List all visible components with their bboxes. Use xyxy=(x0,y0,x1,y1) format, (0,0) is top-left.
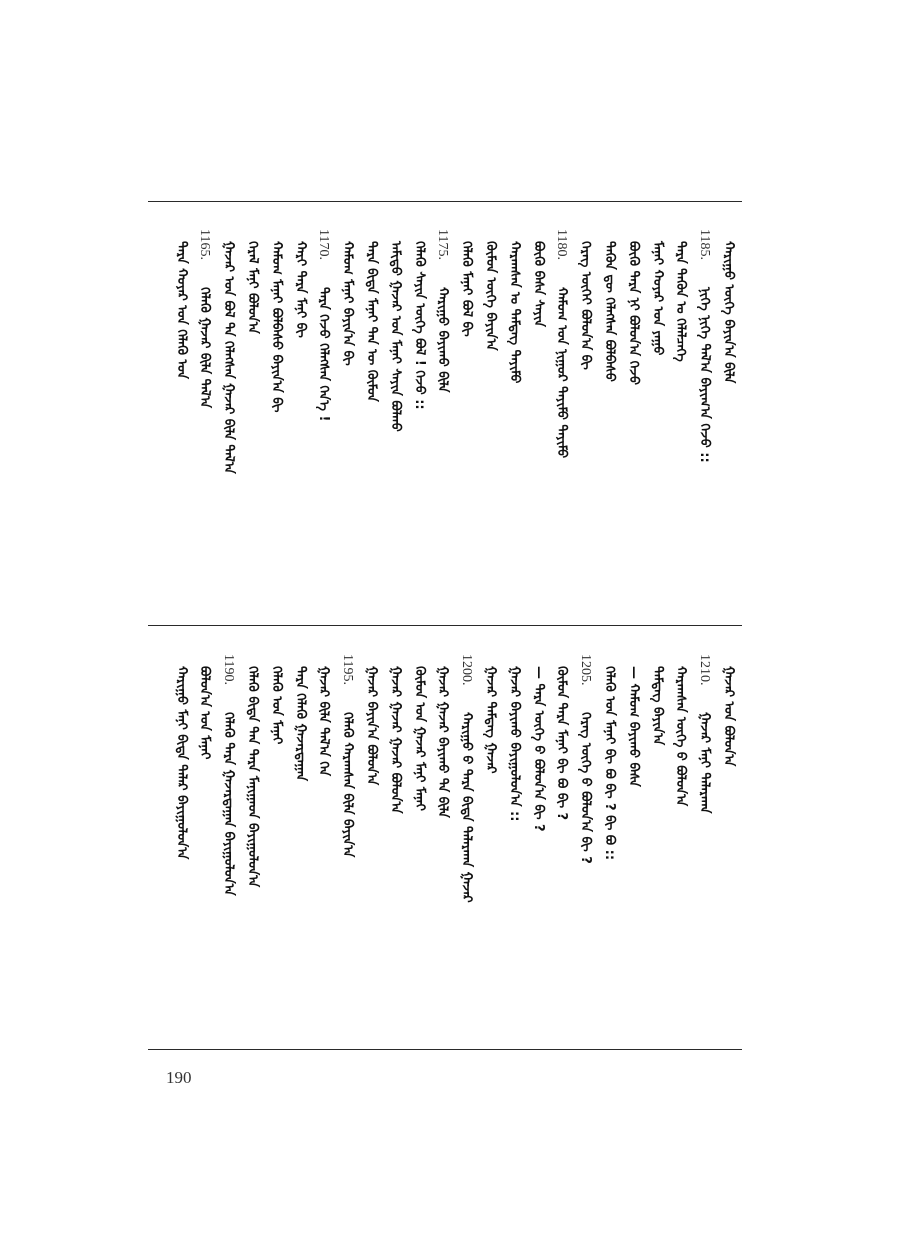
verse-column xyxy=(647,235,667,615)
verse-column xyxy=(385,235,405,615)
verse-line-text: ᠭᠠᠵᠠᠷ ᠲᠡᠮᠳᠡᠭ ᠭᠠᠵᠠᠷ xyxy=(483,666,498,774)
verse-column xyxy=(409,235,429,615)
verse-column xyxy=(242,235,262,615)
verse-line-text: ᠬᠠᠷᠢᠭᠤ ᠮᠠᠨᠢ ᠪᠢᠳᠡ ᠲᠠᠯᠠᠷ ᠪᠠᠶᠢᠭᠤᠯᠤᠨ᠎ᠠ xyxy=(174,666,189,860)
verse-line-text: ᠭᠠᠵᠠᠷ ᠤᠨ ᠪᠣᠯ ᠲᠡ ᠬᠡᠯᠡᠭᠰᠡᠨ ᠭᠠᠵᠠᠷ ᠪᠢᠯᠡ ᠲᠠᠯ᠎ᠠ xyxy=(221,241,236,474)
verse-line-text: ᠮᠠᠨᠠᠢ ᠬᠣᠶᠠᠷ ᠤᠨ ᠶᠠᠭᠤ xyxy=(650,241,665,356)
bottom-verse-block xyxy=(150,654,740,1040)
verse-column xyxy=(361,235,381,615)
verse-line-text: ᠬᠦᠮᠦᠨ ᠦᠭᠡ ᠪᠠᠶᠢᠨ᠎ᠠ xyxy=(483,241,498,351)
verse-line-text: ᠬᠡᠯᠡᠬᠦ ᠲᠡᠷᠡ ᠭᠠᠵᠠᠷᠲᠠᠭᠠᠨ ᠪᠠᠶᠢᠭᠤᠯᠤᠨ᠎ᠠ xyxy=(221,712,236,896)
verse-column xyxy=(266,660,286,1040)
verse-column xyxy=(337,235,357,615)
verse-column xyxy=(504,660,524,1040)
line-number: 1180. xyxy=(554,229,569,260)
verse-column xyxy=(528,660,548,1040)
verse-line-text: ᠲᠡᠷᠡ ᠬᠣᠶᠠᠷ ᠤᠨ ᠬᠡᠯᠡᠬᠦ ᠤᠨ xyxy=(174,241,189,379)
verse-column xyxy=(218,654,238,1040)
verse-column xyxy=(504,235,524,615)
verse-line-text: ᠲᠡᠮᠳᠡᠭ ᠪᠠᠶᠢᠨ᠎ᠠ xyxy=(650,666,665,746)
verse-line-text: ᠲᠡᠭᠦᠨ ᠳᠦ ᠬᠡᠯᠡᠭᠰᠡᠨ ᠪᠣᠯᠪᠠᠰᠤ xyxy=(602,241,617,382)
line-number: 1210. xyxy=(697,654,712,686)
verse-line-text: ᠲᠡᠷᠡ ᠬᠡᠯᠡᠬᠦ ᠭᠠᠵᠠᠷᠲᠠᠭᠠᠨ xyxy=(293,666,308,781)
line-number: 1205. xyxy=(578,654,593,686)
verse-column xyxy=(599,235,619,615)
verse-column xyxy=(242,660,262,1040)
verse-line-text: ᠲᠡᠷᠡ ᠭᠡᠵᠦ ᠬᠡᠯᠡᠭᠰᠡᠨ ᠭᠡᠨ᠎ᠡ ! xyxy=(316,287,331,422)
verse-column xyxy=(432,229,452,615)
line-number: 1165. xyxy=(197,229,212,260)
verse-column xyxy=(361,660,381,1040)
middle-rule xyxy=(148,625,742,626)
verse-column xyxy=(313,660,333,1040)
verse-column xyxy=(623,660,643,1040)
verse-line-text: ᠬᠡᠷᠡᠭ ᠦᠭᠡ ᠪ ᠪᠣᠯᠤᠨ᠎ᠠ ᠪᠢ ? xyxy=(578,712,593,864)
verse-line-text: ᠭᠠᠵᠠᠷ ᠤᠨ ᠪᠣᠯᠤᠨ᠎ᠠ xyxy=(721,666,736,767)
verse-column xyxy=(409,660,429,1040)
verse-line-text: ᠲᠡᠷᠡ ᠲᠡᠭᠦᠨ ᠤ ᠬᠡᠯᠡᠯᠴᠡᠭᠡ xyxy=(673,241,688,362)
verse-column xyxy=(218,235,238,615)
page-number: 190 xyxy=(166,1068,192,1087)
top-rule xyxy=(148,201,742,202)
verse-line-text: ᠪᠦᠬᠦ ᠲᠡᠷᠡ ᠨᠢ ᠪᠣᠯᠤᠨ᠎ᠠ ᠭᠡᠵᠦ xyxy=(626,241,641,386)
line-number: 1185. xyxy=(697,229,712,260)
verse-column xyxy=(385,660,405,1040)
verse-line-text: ᠪᠦᠬᠦ ᠪᠠᠰᠠ ᠰᠠᠶᠢᠨ xyxy=(531,241,546,327)
verse-column xyxy=(456,235,476,615)
verse-column xyxy=(670,660,690,1040)
verse-column xyxy=(551,229,571,615)
footer-rule xyxy=(148,1049,742,1050)
verse-line-text: ᠬᠦᠮᠦᠨ ᠤᠨ ᠭᠠᠵᠠᠷ ᠮᠠᠨᠢ ᠮᠠᠨᠠᠢ xyxy=(412,666,427,811)
verse-column xyxy=(623,235,643,615)
verse-column xyxy=(194,660,214,1040)
verse-line-text: ᠬᠦᠮᠦᠨ ᠲᠡᠷᠡ ᠮᠠᠨᠠᠢ ᠪᠢ ᠪᠣ ᠪᠢ ? xyxy=(554,666,569,821)
verse-column xyxy=(718,660,738,1040)
verse-column xyxy=(456,654,476,1040)
verse-column xyxy=(599,660,619,1040)
verse-line-text: ᠪᠣᠯᠤᠨ᠎ᠠ ᠤᠨ ᠮᠠᠨᠠᠢ xyxy=(197,666,212,760)
verse-column xyxy=(528,235,548,615)
verse-line-text: ᠬᠠᠮᠤᠭ ᠮᠠᠨᠠᠢ ᠪᠣᠯᠪᠠᠰᠤ ᠪᠠᠶᠢᠨ᠎ᠠ ᠪᠢ xyxy=(269,241,284,413)
verse-column xyxy=(670,235,690,615)
line-number: 1200. xyxy=(459,654,474,686)
verse-column xyxy=(480,660,500,1040)
verse-line-text: ᠬᠡᠯᠡᠬᠦ ᠰᠠᠶᠢᠨ ᠦᠭᠡ ᠪᠣᠯ ! ᠭᠡᠵᠦ :: xyxy=(412,241,427,410)
verse-line-text: ᠭᠠᠵᠠᠷ ᠪᠢᠯᠡ ᠲᠠᠯ᠎ᠠ ᠭᠡᠨ xyxy=(316,666,331,777)
verse-line-text: — ᠲᠡᠷᠡ ᠦᠭᠡ ᠪ ᠪᠣᠯᠤᠨ᠎ᠠ ᠪᠢ ? xyxy=(531,666,546,832)
verse-column xyxy=(171,660,191,1040)
verse-column xyxy=(480,235,500,615)
verse-line-text: ᠭᠠᠵᠠᠷ ᠭᠠᠵᠠᠷ ᠭᠠᠵᠠᠷ ᠪᠣᠯᠤᠨ᠎ᠠ xyxy=(388,666,403,814)
verse-column xyxy=(694,654,714,1040)
verse-line-text: ᠭᠠᠵᠠᠷ ᠪᠠᠶᠢᠨ᠎ᠠ ᠪᠣᠯᠤᠨ᠎ᠠ xyxy=(364,666,379,786)
line-number: 1170. xyxy=(316,229,331,260)
line-number: 1195. xyxy=(340,654,355,685)
verse-line-text: ᠬᠠᠷᠢ ᠲᠡᠷᠡ ᠮᠠᠨᠢ ᠪᠢ xyxy=(293,241,308,338)
top-verse-block xyxy=(150,229,740,615)
verse-line-text: ᠭᠠᠵᠠᠷ ᠮᠠᠨᠢ ᠲᠠᠯᠠᠷᠬᠠᠨ xyxy=(697,712,712,814)
verse-column xyxy=(551,660,571,1040)
verse-line-text: ᠲᠡᠷᠡ ᠪᠢᠳᠡ ᠮᠠᠨᠠᠢ ᠲᠠᠨ ᠦ ᠬᠦᠮᠦᠨ xyxy=(364,241,379,402)
verse-column xyxy=(194,229,214,615)
verse-line-text: ᠬᠡᠯᠡᠬᠦ ᠤᠨ ᠮᠠᠨᠠᠢ ᠪᠢ ᠪᠣ ᠪᠢ ? ᠪᠢ ᠪᠣ :: xyxy=(602,666,617,861)
verse-column xyxy=(313,229,333,615)
verse-column xyxy=(290,235,310,615)
verse-line-text: — ᠬᠠᠮᠤᠭ ᠪᠠᠶᠢᠬᠤ ᠪᠠᠰᠠ xyxy=(626,666,641,787)
verse-line-text: ᠬᠡᠯᠡᠬᠦ ᠪᠢᠳᠡ ᠲᠠᠨ ᠲᠡᠷᠡ ᠮᠠᠨᠢᠭᠠᠳ ᠪᠠᠶᠢᠭᠤᠯᠤᠨ᠎ᠠ xyxy=(245,666,260,888)
verse-line-text: ᠬᠠᠷᠢᠭᠤ ᠪᠠᠶᠢᠬᠤ ᠪᠢᠯᠡ xyxy=(435,287,450,393)
verse-line-text: ᠬᠡᠯᠡᠬᠦ ᠮᠠᠨᠠᠢ ᠪᠣᠯ ᠪᠢ xyxy=(459,241,474,337)
line-number: 1175. xyxy=(435,229,450,260)
verse-line-text: ᠭᠡᠷᠡᠯ ᠮᠠᠨᠢ ᠪᠣᠯᠤᠨ᠎ᠠ xyxy=(245,241,260,334)
verse-column xyxy=(647,660,667,1040)
verse-column xyxy=(290,660,310,1040)
verse-column xyxy=(718,235,738,615)
verse-line-text: ᠬᠠᠷᠠᠭᠰᠠᠨ ᠤ ᠲᠡᠮᠳᠡᠭ ᠲᠡᠶᠢᠮᠦ xyxy=(507,241,522,384)
verse-column xyxy=(266,235,286,615)
verse-line-text: ᠭᠠᠵᠠᠷ ᠪᠠᠶᠢᠬᠤ ᠪᠠᠶᠢᠭᠤᠯᠤᠨ᠎ᠠ :: xyxy=(507,666,522,822)
verse-line-text: ᠨᠢᠭᠡ ᠨᠢᠭᠡ ᠲᠠᠯ᠎ᠠ ᠪᠠᠶᠢᠭ᠎ᠠ ᠭᠡᠵᠦ :: xyxy=(697,287,712,463)
line-number: 1190. xyxy=(221,654,236,685)
verse-line-text: ᠭᠠᠵᠠᠷ ᠭᠠᠵᠠᠷ ᠪᠠᠶᠢᠬᠤ ᠲᠡ ᠪᠢᠯᠡ xyxy=(435,666,450,818)
verse-line-text: ᠬᠠᠮᠤᠭ ᠤᠨ ᠨᠢᠭᠤᠷ ᠲᠡᠶᠢᠮᠦ ᠲᠡᠶᠢᠮᠦ xyxy=(554,287,569,459)
verse-line-text: ᠬᠡᠷᠡᠭ ᠦᠭᠡᠢ ᠪᠣᠯᠤᠨ᠎ᠠ ᠪᠢ xyxy=(578,241,593,370)
verse-column xyxy=(432,660,452,1040)
verse-column xyxy=(171,235,191,615)
verse-line-text: ᠬᠠᠷᠢᠭᠤ ᠪ ᠲᠡᠷᠡ ᠪᠢᠳᠡ ᠲᠠᠯᠠᠷᠬᠠᠨ ᠭᠠᠵᠠᠷ xyxy=(459,712,474,903)
verse-column xyxy=(575,235,595,615)
verse-line-text: ᠬᠠᠷᠠᠭᠰᠠᠨ ᠦᠭᠡ ᠪ ᠪᠣᠯᠤᠨ᠎ᠠ xyxy=(673,666,688,807)
verse-column xyxy=(575,654,595,1040)
verse-line-text: ᠠᠮᠢᠳᠤ ᠭᠠᠵᠠᠷ ᠤᠨ ᠮᠠᠨᠠᠢ ᠰᠠᠶᠢᠨ ᠪᠣᠯᠬᠤ xyxy=(388,241,403,432)
verse-line-text: ᠬᠠᠷᠢᠭᠤ ᠦᠭᠡ ᠪᠠᠶᠢᠨ᠎ᠠ ᠪᠢᠯᠡ xyxy=(721,241,736,384)
verse-line-text: ᠬᠠᠮᠤᠭ ᠮᠠᠨᠠᠢ ᠪᠠᠶᠢᠨ᠎ᠠ ᠪᠢ xyxy=(340,241,355,366)
verse-column xyxy=(694,229,714,615)
verse-line-text: ᠬᠡᠯᠡᠬᠦ ᠤᠨ ᠮᠠᠨᠠᠢ xyxy=(269,666,284,745)
verse-line-text: ᠬᠡᠯᠡᠬᠦ ᠭᠠᠵᠠᠷ ᠪᠢᠯᠡ ᠲᠠᠯ᠎ᠠ xyxy=(197,287,212,409)
verse-line-text: ᠬᠡᠯᠡᠬᠦ ᠬᠠᠷᠠᠭᠰᠠᠨ ᠪᠢᠯᠡ ᠪᠠᠶᠢᠨ᠎ᠠ xyxy=(340,712,355,858)
verse-column xyxy=(337,654,357,1040)
